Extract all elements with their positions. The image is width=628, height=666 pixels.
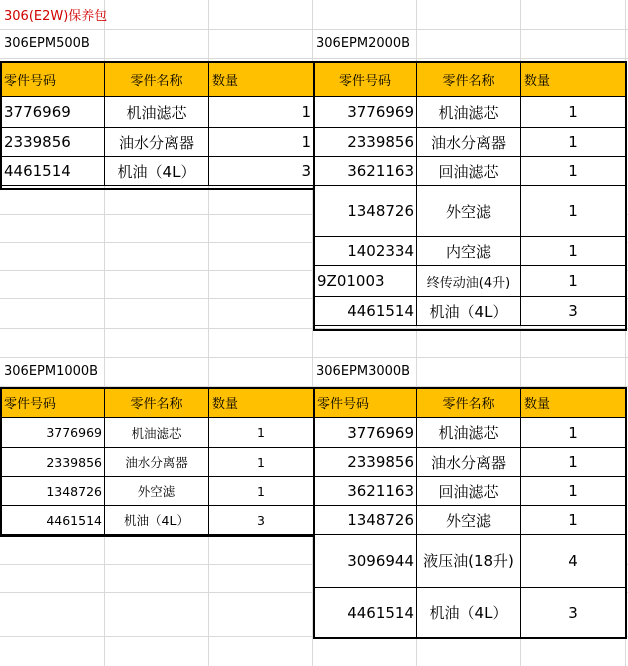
gridline [0,29,628,30]
part-name-cell: 机油（4L） [417,297,521,326]
part-no-cell: 9Z01003 [314,266,417,297]
header-qty: 数量 [521,62,626,97]
table-row [314,157,626,186]
table-row [314,237,626,266]
qty-cell: 1 [521,237,626,266]
part-name-cell: 油水分离器 [105,128,209,157]
part-name-cell: 机油（4L） [105,157,209,186]
part-name-cell: 外空滤 [417,186,521,237]
table-row [1,477,314,506]
table-row [314,477,626,506]
part-no-cell: 4461514 [314,297,417,326]
table-row [314,588,626,638]
header-part-no: 零件号码 [314,62,417,97]
qty-cell: 1 [521,128,626,157]
part-no-cell: 3776969 [1,418,105,448]
qty-cell: 4 [521,535,626,588]
gridline [0,328,628,329]
qty-cell: 1 [209,128,314,157]
table-row [1,97,314,128]
part-no-cell: 4461514 [1,506,105,535]
parts-table-1000b [0,387,314,535]
qty-cell: 1 [521,157,626,186]
table-row [1,448,314,477]
table-row [314,97,626,128]
part-no-cell: 1348726 [314,186,417,237]
part-no-cell: 2339856 [314,448,417,477]
table-header-row [1,62,314,97]
qty-cell: 3 [209,506,314,535]
part-no-cell: 3776969 [314,97,417,128]
part-no-cell: 2339856 [1,128,105,157]
part-name-cell: 机油（4L） [105,506,209,535]
table-row [1,128,314,157]
part-name-cell: 油水分离器 [105,448,209,477]
qty-cell: 1 [521,448,626,477]
header-qty: 数量 [209,62,314,97]
header-part-no: 零件号码 [1,388,105,418]
qty-cell: 1 [209,448,314,477]
table-row [314,186,626,237]
qty-cell: 1 [521,186,626,237]
part-no-cell: 1348726 [314,506,417,535]
table-row [314,535,626,588]
part-name-cell: 液压油(18升) [417,535,521,588]
gridline [0,58,628,59]
part-no-cell: 3096944 [314,535,417,588]
table-row [314,448,626,477]
part-no-cell: 3776969 [314,418,417,448]
table-header-row [314,62,626,97]
qty-cell: 1 [209,418,314,448]
part-name-cell: 回油滤芯 [417,157,521,186]
table-row [1,418,314,448]
part-name-cell: 机油滤芯 [105,418,209,448]
table-row [314,128,626,157]
header-qty: 数量 [521,388,626,418]
sheet-title: 306(E2W)保养包 [4,9,108,24]
part-name-cell: 油水分离器 [417,128,521,157]
header-part-no: 零件号码 [1,62,105,97]
qty-cell: 1 [521,266,626,297]
qty-cell: 1 [521,477,626,506]
table-row [314,297,626,326]
part-no-cell: 2339856 [1,448,105,477]
parts-table-3000b [313,387,626,638]
part-no-cell: 2339856 [314,128,417,157]
table-row [314,266,626,297]
part-name-cell: 内空滤 [417,237,521,266]
qty-cell: 3 [209,157,314,186]
parts-table-2000b [313,61,626,326]
header-part-name: 零件名称 [417,62,521,97]
part-no-cell: 1402334 [314,237,417,266]
part-name-cell: 外空滤 [417,506,521,535]
part-name-cell: 机油滤芯 [105,97,209,128]
package-title-3000b: 306EPM3000B [316,364,411,379]
table-header-row [1,388,314,418]
qty-cell: 1 [521,506,626,535]
part-no-cell: 3621163 [314,477,417,506]
qty-cell: 1 [521,97,626,128]
qty-cell: 3 [521,588,626,638]
part-name-cell: 机油（4L） [417,588,521,638]
gridline [0,357,628,358]
table-row [1,506,314,535]
part-name-cell: 回油滤芯 [417,477,521,506]
package-title-1000b: 306EPM1000B [4,364,99,379]
part-no-cell: 3621163 [314,157,417,186]
table-header-row [314,388,626,418]
table-row [314,418,626,448]
table-row [314,506,626,535]
part-no-cell: 1348726 [1,477,105,506]
qty-cell: 1 [521,418,626,448]
part-no-cell: 4461514 [1,157,105,186]
part-no-cell: 4461514 [314,588,417,638]
qty-cell: 1 [209,477,314,506]
header-part-name: 零件名称 [105,388,209,418]
part-name-cell: 机油滤芯 [417,418,521,448]
part-name-cell: 油水分离器 [417,448,521,477]
package-title-500b: 306EPM500B [4,36,90,51]
table-row [1,157,314,186]
package-title-2000b: 306EPM2000B [316,36,411,51]
parts-table-500b [0,61,314,186]
header-part-name: 零件名称 [417,388,521,418]
part-name-cell: 机油滤芯 [417,97,521,128]
part-no-cell: 3776969 [1,97,105,128]
part-name-cell: 外空滤 [105,477,209,506]
qty-cell: 3 [521,297,626,326]
header-qty: 数量 [209,388,314,418]
header-part-name: 零件名称 [105,62,209,97]
qty-cell: 1 [209,97,314,128]
part-name-cell: 终传动油(4升) [417,266,521,297]
header-part-no: 零件号码 [314,388,417,418]
